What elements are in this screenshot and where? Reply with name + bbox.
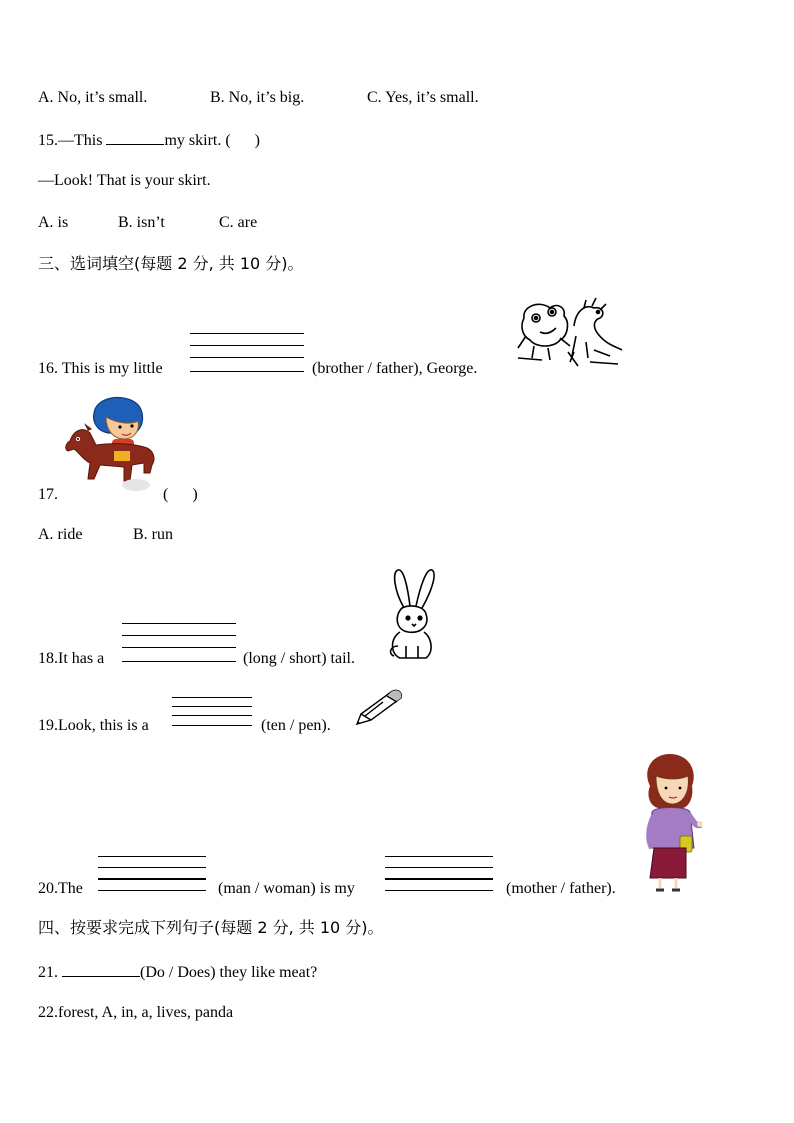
section3-title: 三、选词填空(每题 2 分, 共 10 分)。 [38, 254, 304, 273]
q14-option-b: B. No, it’s big. [210, 89, 305, 106]
q15-dash: — [58, 132, 74, 149]
q20-writing-lines-1[interactable] [98, 856, 206, 892]
q19-pre: 19.Look, this is a [38, 717, 149, 734]
q22-question: 22.forest, A, in, a, lives, panda [38, 1004, 234, 1021]
q17-answer-paren[interactable]: ( ) [163, 486, 198, 503]
q15-option-c: C. are [219, 214, 258, 231]
q15-option-b: B. isn’t [118, 214, 165, 231]
q21-blank[interactable] [62, 962, 140, 977]
q16-writing-lines[interactable] [190, 333, 304, 373]
q15-options [38, 213, 257, 233]
section4-title: 四、按要求完成下列句子(每题 2 分, 共 10 分)。 [38, 918, 384, 937]
q15-reply: —Look! That is your skirt. [38, 172, 211, 189]
q17-number: 17. [38, 486, 58, 503]
q16-post: (brother / father), George. [312, 360, 478, 377]
q14-options [38, 88, 479, 108]
q15-question [38, 130, 260, 151]
q19-writing-lines[interactable] [172, 697, 252, 727]
q17-options [38, 525, 173, 545]
q18-pre: 18.It has a [38, 650, 105, 667]
q15-pre: This [74, 132, 103, 149]
peppa-pig-icon [514, 296, 626, 370]
q21-post: (Do / Does) they like meat? [140, 964, 318, 981]
q15-number: 15. [38, 132, 58, 149]
q16-pre: 16. This is my little [38, 360, 163, 377]
q18-writing-lines[interactable] [122, 623, 236, 663]
q17-option-b: B. run [133, 526, 173, 543]
q14-option-c: C. Yes, it’s small. [367, 89, 479, 106]
q20-pre: 20.The [38, 880, 83, 897]
q20-post: (mother / father). [506, 880, 616, 897]
q15-blank[interactable] [106, 130, 164, 145]
boy-on-horse-icon [60, 393, 160, 495]
q21-number: 21. [38, 964, 58, 981]
q21-question [38, 962, 317, 983]
rabbit-icon [382, 566, 440, 662]
q19-post: (ten / pen). [261, 717, 331, 734]
q20-mid: (man / woman) is my [218, 880, 355, 897]
q15-answer-paren[interactable]: ( ) [225, 132, 260, 149]
q15-option-a: A. is [38, 214, 69, 231]
q18-post: (long / short) tail. [243, 650, 355, 667]
woman-icon [636, 752, 702, 894]
q15-post: my skirt. [164, 132, 222, 149]
q17-option-a: A. ride [38, 526, 83, 543]
q20-writing-lines-2[interactable] [385, 856, 493, 892]
pen-icon [351, 686, 405, 728]
q14-option-a: A. No, it’s small. [38, 89, 148, 106]
